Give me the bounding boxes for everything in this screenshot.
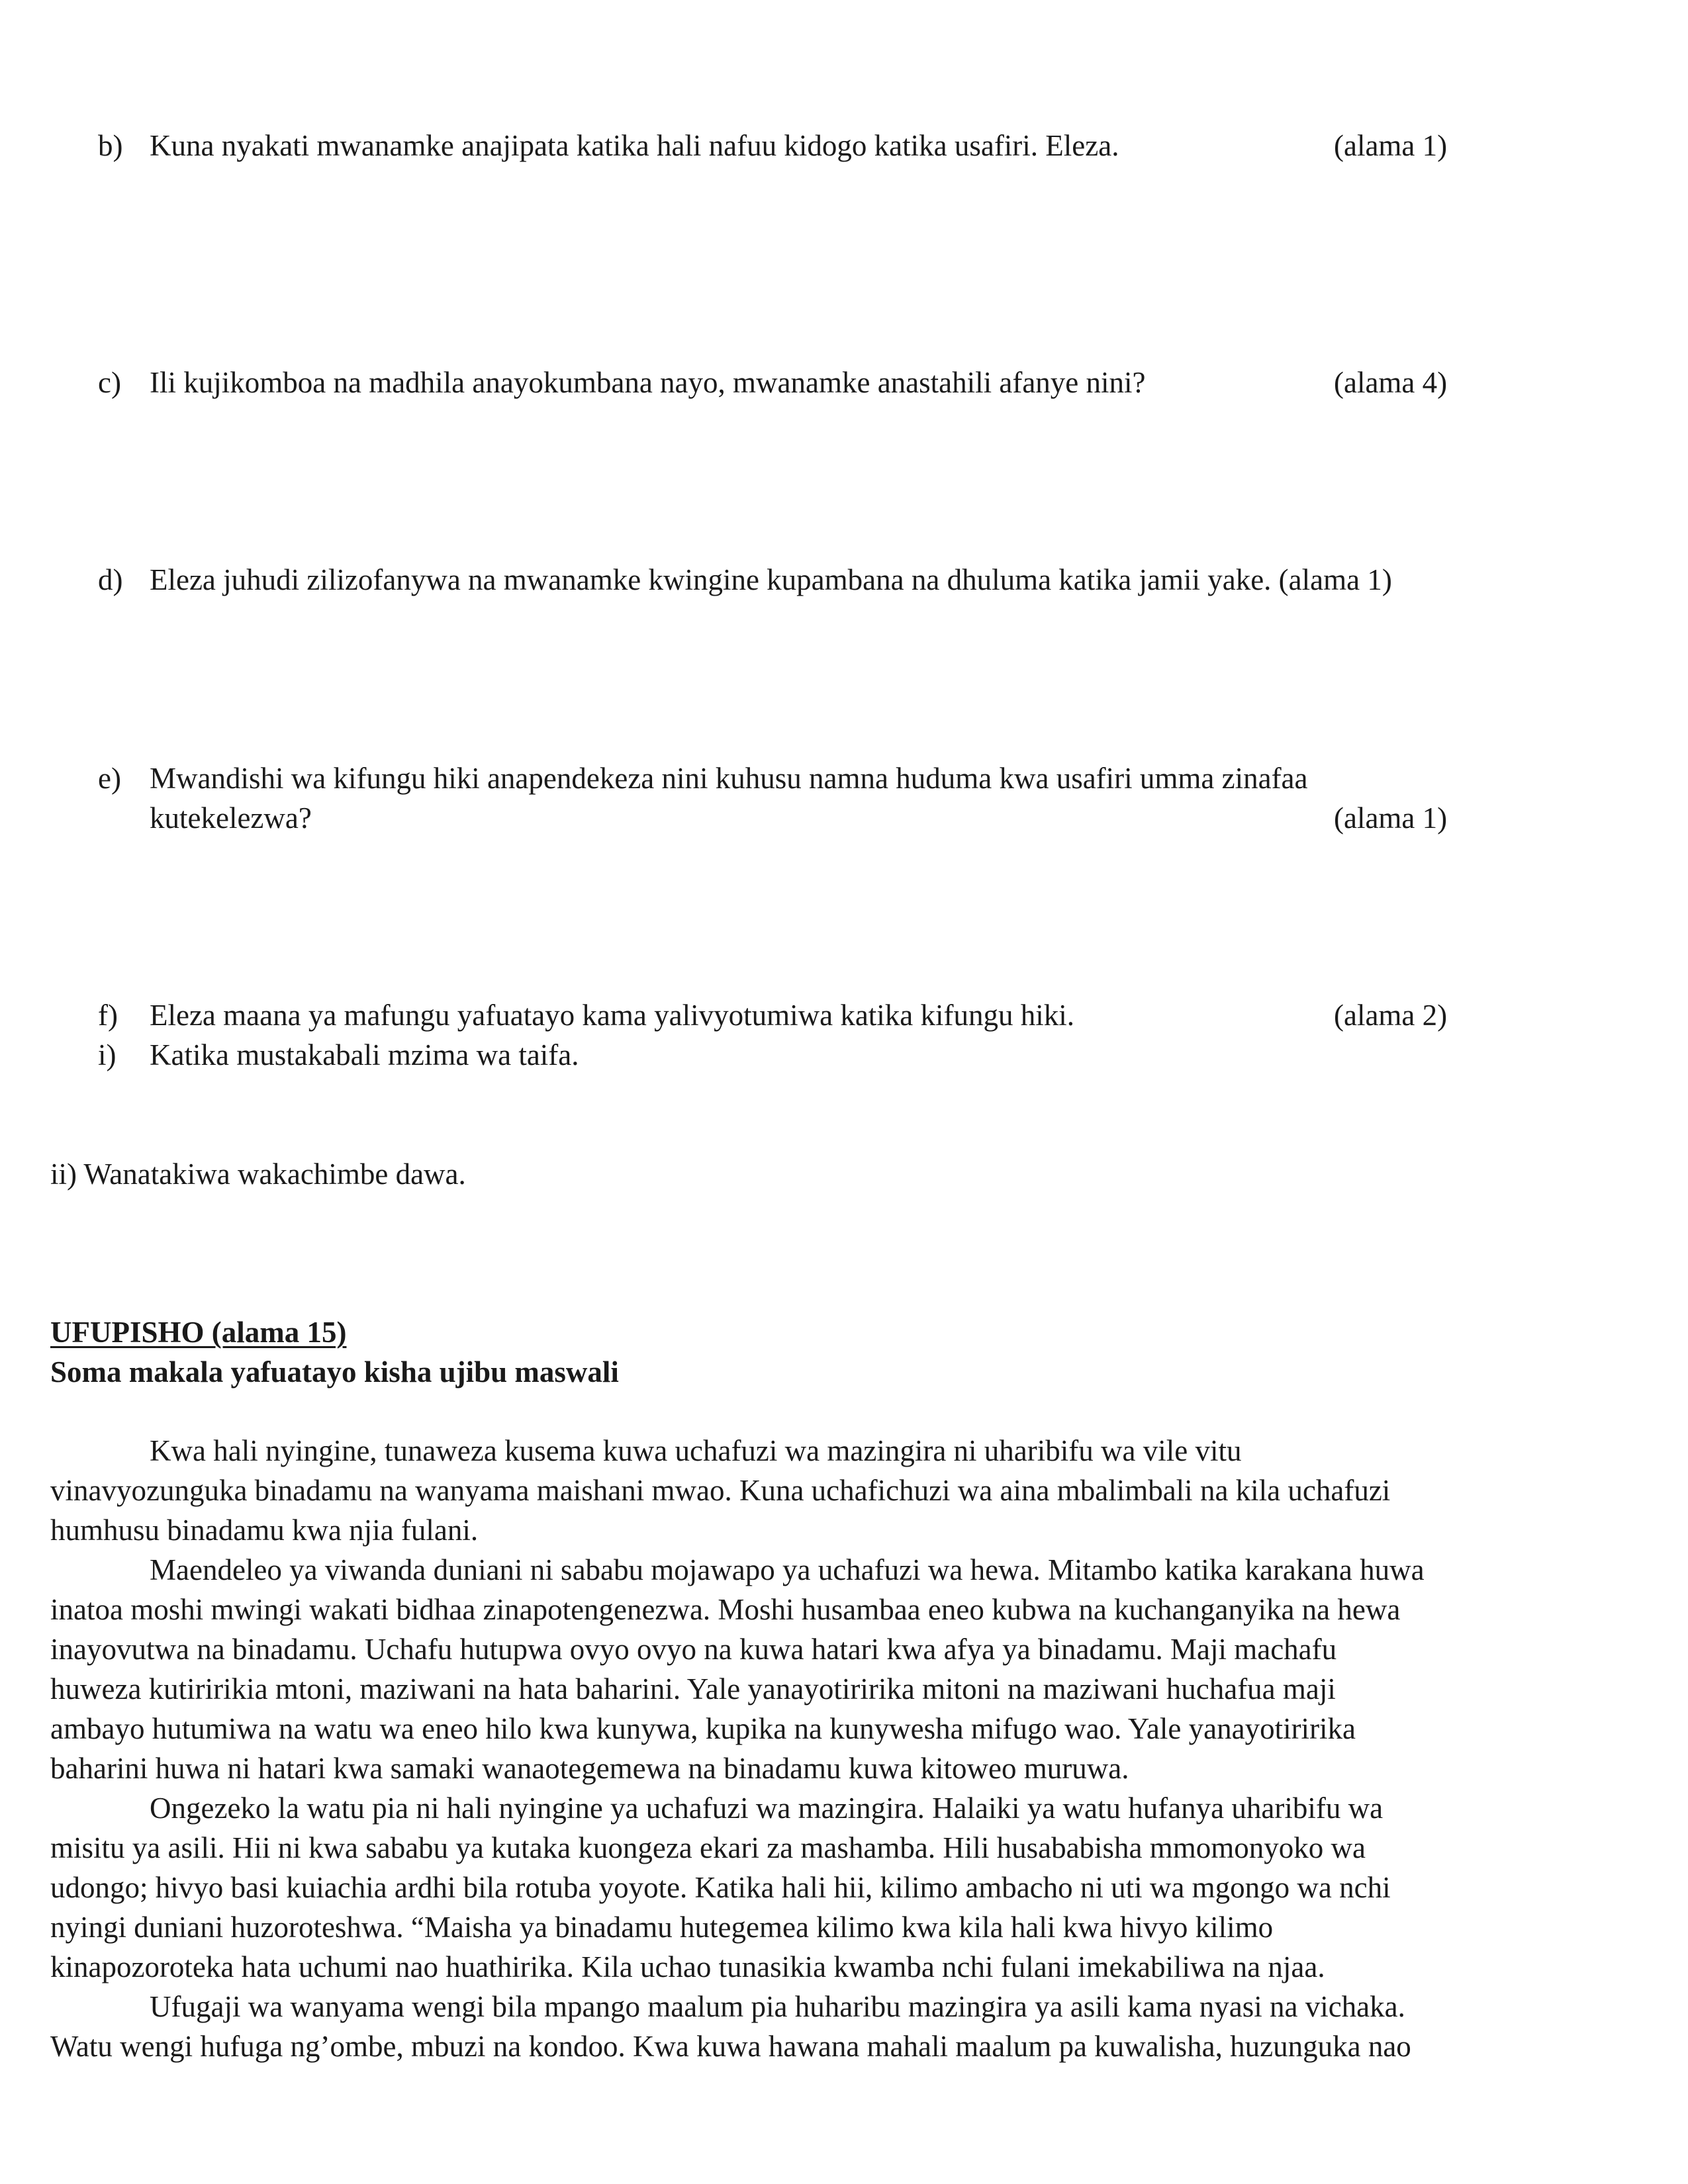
question-marks: (alama 4) (1334, 366, 1448, 399)
passage-line: Ufugaji wa wanyama wengi bila mpango maalum pia huharibu mazingira ya asili kama nyasi na vichaka. (150, 1990, 1405, 2023)
passage-line: kinapozoroteka hata uchumi nao huathirika. Kila uchao tunasikia kwamba nchi fulani imekabiliwa na njaa. (50, 1950, 1325, 1983)
question-text-continued: kutekelezwa? (150, 801, 312, 835)
passage-line: Ongezeko la watu pia ni hali nyingine ya uchafuzi wa mazingira. Halaiki ya watu hufanya uharibifu wa (150, 1792, 1383, 1825)
section-title: UFUPISHO (alama 15) (50, 1316, 347, 1349)
question-letter: d) (98, 563, 123, 596)
passage-line: humhusu binadamu kwa njia fulani. (50, 1514, 479, 1547)
passage-line: ambayo hutumiwa na watu wa eneo hilo kwa kunywa, kupika na kunywesha mifugo wao. Yale yanayotiririka (50, 1712, 1356, 1745)
section-instruction: Soma makala yafuatayo kisha ujibu maswali (50, 1355, 619, 1388)
passage-line: udongo; hivyo basi kuiachia ardhi bila rotuba yoyote. Katika hali hii, kilimo ambacho ni uti wa mgongo wa nchi (50, 1871, 1391, 1904)
question-marks: (alama 1) (1334, 129, 1448, 162)
passage-line: huweza kutiririkia mtoni, maziwani na hata baharini. Yale yanayotiririka mitoni na maziwani huchafua maji (50, 1672, 1336, 1706)
question-marks: (alama 1) (1334, 801, 1448, 835)
passage-line: baharini huwa ni hatari kwa samaki wanaotegemewa na binadamu kuwa kitoweo muruwa. (50, 1752, 1129, 1785)
question-letter: f) (98, 999, 118, 1032)
passage-line: vinavyozunguka binadamu na wanyama maishani mwao. Kuna uchafichuzi wa aina mbalimbali na kila uchafuzi (50, 1474, 1391, 1507)
question-letter: b) (98, 129, 123, 162)
sub-item-text: ii) Wanatakiwa wakachimbe dawa. (50, 1158, 466, 1191)
passage (50, 1431, 1573, 2066)
question-text: Kuna nyakati mwanamke anajipata katika hali nafuu kidogo katika usafiri. Eleza. (150, 129, 1119, 162)
passage-line: inayovutwa na binadamu. Uchafu hutupwa ovyo ovyo na kuwa hatari kwa afya ya binadamu. Maji machafu (50, 1633, 1337, 1666)
sub-item-text: Katika mustakabali mzima wa taifa. (150, 1038, 579, 1071)
question-text: Mwandishi wa kifungu hiki anapendekeza nini kuhusu namna huduma kwa usafiri umma zinafaa (150, 762, 1308, 795)
question-letter: e) (98, 762, 121, 795)
passage-line: misitu ya asili. Hii ni kwa sababu ya kutaka kuongeza ekari za mashamba. Hili husababisha mmomonyoko wa (50, 1831, 1366, 1864)
question-text: Eleza juhudi zilizofanywa na mwanamke kwingine kupambana na dhuluma katika jamii yake. (alama 1) (150, 563, 1392, 596)
question-text: Ili kujikomboa na madhila anayokumbana nayo, mwanamke anastahili afanye nini? (150, 366, 1146, 399)
passage-line: Kwa hali nyingine, tunaweza kusema kuwa uchafuzi wa mazingira ni uharibifu wa vile vitu (150, 1434, 1242, 1467)
question-marks: (alama 2) (1334, 999, 1448, 1032)
passage-line: Maendeleo ya viwanda duniani ni sababu mojawapo ya uchafuzi wa hewa. Mitambo katika karakana huwa (150, 1553, 1425, 1586)
passage-line: inatoa moshi mwingi wakati bidhaa zinapotengenezwa. Moshi husambaa eneo kubwa na kuchanganyika na hewa (50, 1593, 1401, 1626)
question-text: Eleza maana ya mafungu yafuatayo kama yalivyotumiwa katika kifungu hiki. (150, 999, 1075, 1032)
sub-item-letter: i) (98, 1038, 117, 1071)
passage-line: Watu wengi hufuga ng’ombe, mbuzi na kondoo. Kwa kuwa hawana mahali maalum pa kuwalisha, huzunguka nao (50, 2030, 1411, 2063)
passage-line: nyingi duniani huzoroteshwa. “Maisha ya binadamu hutegemea kilimo kwa kila hali kwa hivyo kilimo (50, 1911, 1274, 1944)
question-letter: c) (98, 366, 121, 399)
